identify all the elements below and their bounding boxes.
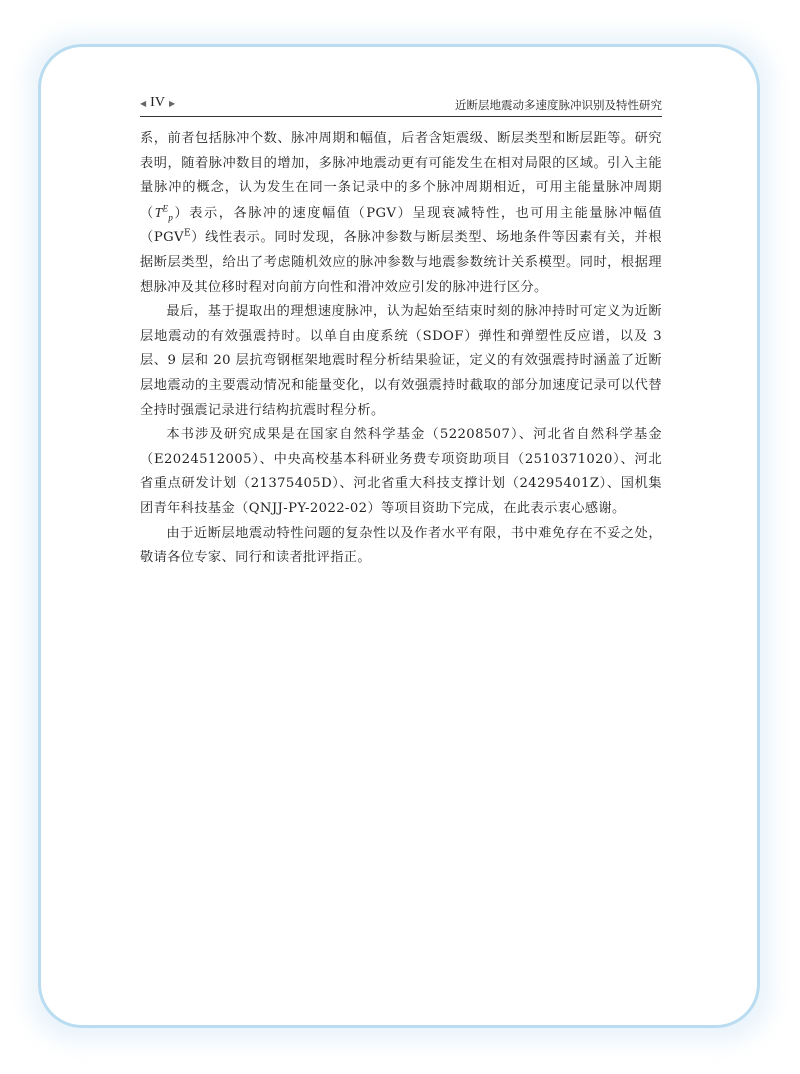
paragraph-2: 最后，基于提取出的理想速度脉冲，认为起始至结束时刻的脉冲持时可定义为近断层地震动的有效强震持时。以单自由度系统（SDOF）弹性和弹塑性反应谱，以及 3 层、9 层和 20 层抗弯钢框架地震时程分析结果验证，定义的有效强震持时涵盖了近断层地震动的主要震动情况和能量变化，以有效强震持时截取的部分加速度记录可以代替全持时强震记录进行结构抗震时程分析。: [140, 304, 662, 418]
running-title: 近断层地震动多速度脉冲识别及特性研究: [455, 98, 662, 112]
triangle-left-icon: ◀: [140, 98, 147, 108]
tp-symbol: $T^E_p$: [154, 203, 174, 223]
paragraph-3: 本书涉及研究成果是在国家自然科学基金（52208507）、河北省自然科学基金（E2024512005）、中央高校基本科研业务费专项资助项目（2510371020）、河北省重点研发计划（21375405D）、河北省重大科技支撑计划（24295401Z）、国机集团青年科技基金（QNJJ-PY-2022-02）等项目资助下完成，在此表示衷心感谢。: [140, 427, 662, 516]
paragraph-4: 由于近断层地震动特性问题的复杂性以及作者水平有限，书中难免存在不妥之处，敬请各位专家、同行和读者批评指正。: [140, 525, 662, 566]
body-text: [140, 127, 662, 571]
page-header: [140, 94, 662, 117]
paragraph-1: 系，前者包括脉冲个数、脉冲周期和幅值，后者含矩震级、断层类型和断层距等。研究表明，随着脉冲数目的增加，多脉冲地震动更有可能发生在相对局限的区域。引入主能量脉冲的概念，认为发生在同一条记录中的多个脉冲周期相近，可用主能量脉冲周期$(T^E_p)$表示，各脉冲的速度幅值（PGV）呈现衰减特性，也可用主能量脉冲幅值$(PGV^E)$线性表示。同时发现，各脉冲参数与断层类型、场地条件等因素有关，并根据断层类型，给出了考虑随机效应的脉冲参数与地震参数统计关系模型。同时，根据理想脉冲及其位移时程对向前方向性和滑冲效应引发的脉冲进行区分。: [140, 131, 663, 295]
triangle-right-icon: ▶: [168, 98, 176, 108]
page-number-text: IV: [150, 95, 165, 110]
page-number: [140, 95, 175, 111]
